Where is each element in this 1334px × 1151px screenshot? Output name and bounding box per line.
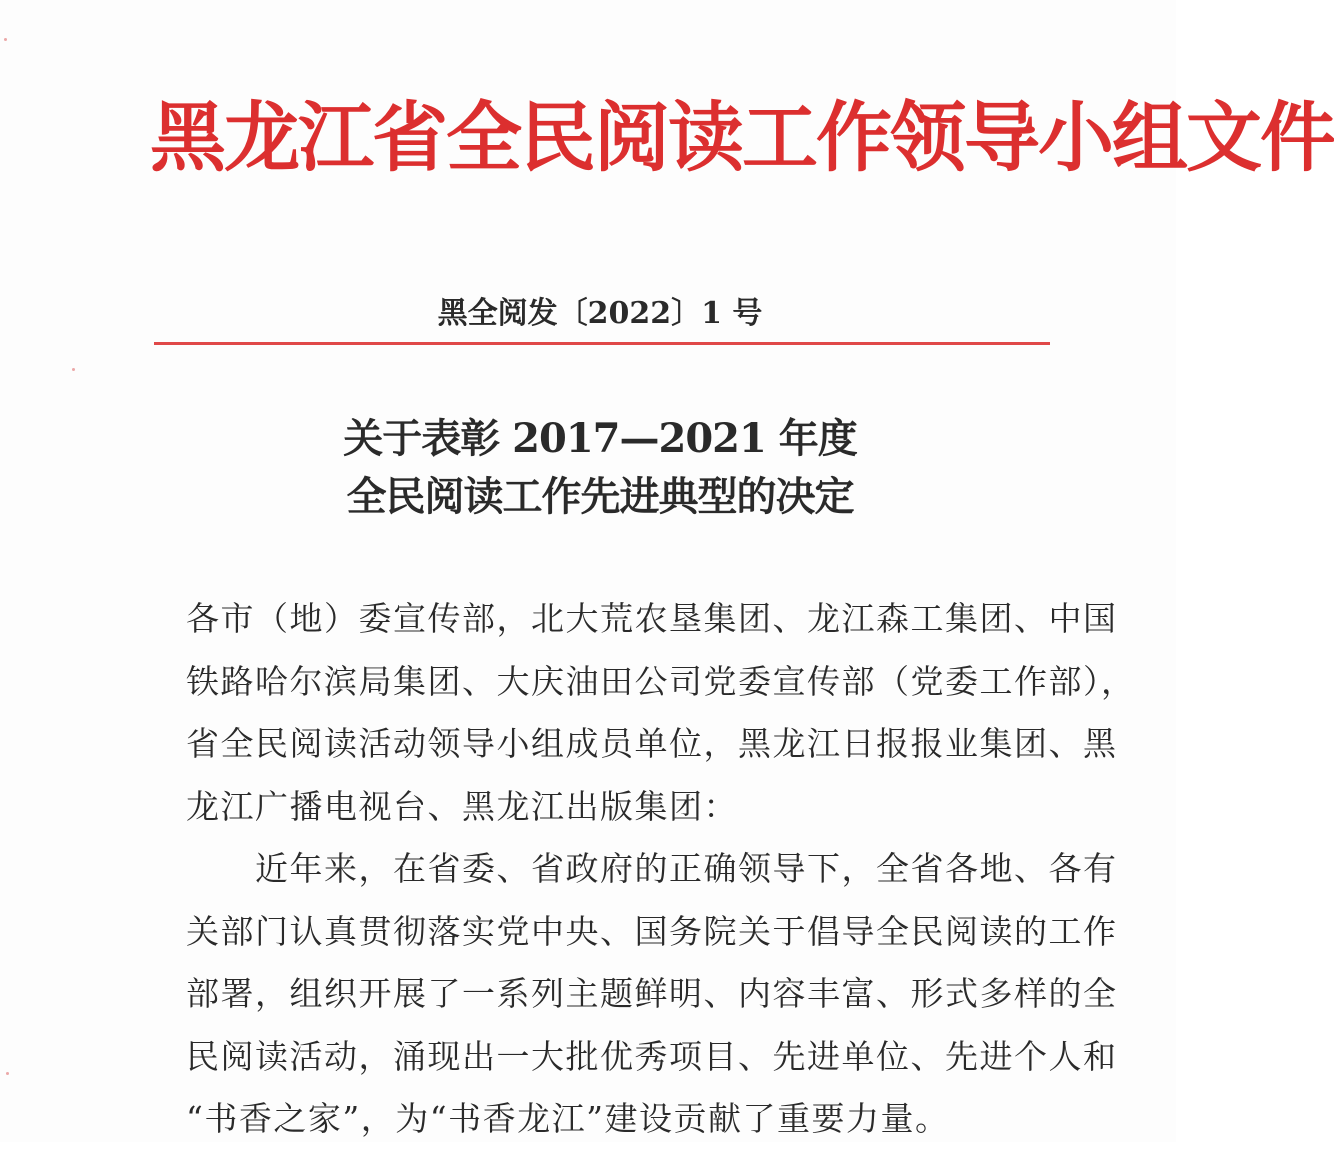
body-line: 各市（地）委宣传部，北大荒农垦集团、龙江森工集团、中国 <box>186 599 1118 638</box>
body-line: 部署，组织开展了一系列主题鲜明、内容丰富、形式多样的全 <box>186 974 1118 1013</box>
document-body <box>186 588 1136 1151</box>
red-separator-rule <box>154 342 1050 345</box>
body-line: 铁路哈尔滨局集团、大庆油田公司党委宣传部（党委工作部）， <box>186 661 1136 701</box>
document-number: 黑全阅发〔2022〕1 号 <box>437 296 763 331</box>
scan-speck <box>6 1072 9 1075</box>
title-line-2: 全民阅读工作先进典型的决定 <box>346 473 854 520</box>
body-line: 龙江广播电视台、黑龙江出版集团： <box>186 786 738 826</box>
document-masthead: 黑龙江省全民阅读工作领导小组文件 <box>150 93 1334 182</box>
scan-speck <box>4 38 7 41</box>
document-title <box>150 410 1050 526</box>
body-line: 民阅读活动，涌现出一大批优秀项目、先进单位、先进个人和 <box>186 1036 1118 1076</box>
body-line: 近年来，在省委、省政府的正确领导下，全省各地、各有 <box>186 849 1118 888</box>
body-line: “书香之家”，为“书香龙江”建设贡献了重要力量。 <box>186 1099 950 1138</box>
scan-speck <box>72 368 75 371</box>
body-line: 关部门认真贯彻落实党中央、国务院关于倡导全民阅读的工作 <box>186 911 1118 951</box>
title-line-1: 关于表彰 2017—2021 年度 <box>343 415 857 462</box>
body-line: 省全民阅读活动领导小组成员单位，黑龙江日报报业集团、黑 <box>186 724 1118 763</box>
